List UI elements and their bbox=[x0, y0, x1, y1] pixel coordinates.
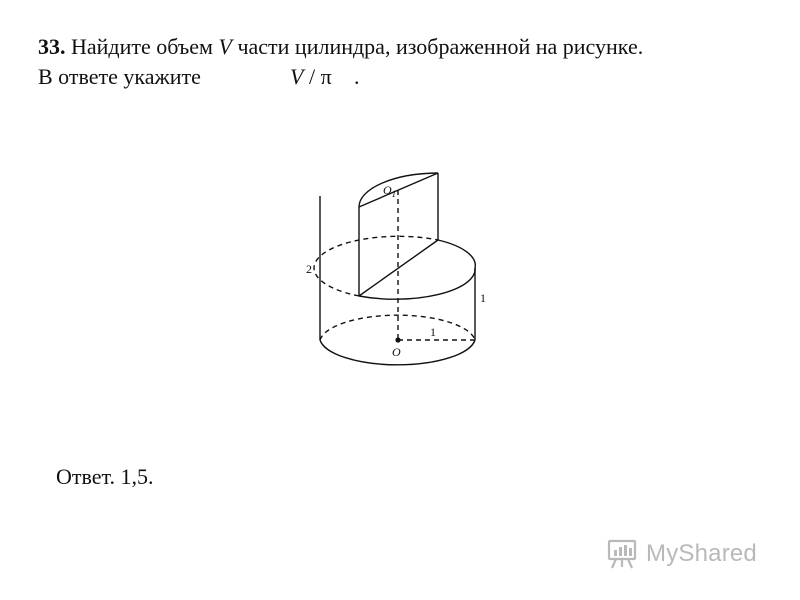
problem-line-2 bbox=[38, 62, 778, 92]
answer-instruction: В ответе укажите bbox=[38, 64, 201, 89]
label-o: O bbox=[392, 345, 401, 359]
answer-text: Ответ. 1,5. bbox=[56, 464, 154, 489]
presentation-board-icon bbox=[606, 537, 640, 571]
center-point-o bbox=[395, 337, 400, 342]
problem-text-start: Найдите объем bbox=[71, 34, 213, 59]
watermark bbox=[606, 536, 776, 572]
watermark-text: MyShared bbox=[646, 540, 757, 567]
problem-text-end: части цилиндра, изображенной на рисунке. bbox=[237, 34, 644, 59]
expression-rest: / π bbox=[303, 64, 332, 89]
problem-statement bbox=[38, 32, 778, 92]
answer-expression bbox=[290, 62, 332, 92]
label-height-2: 2 bbox=[306, 262, 312, 276]
expression-var: V bbox=[290, 64, 304, 89]
label-radius-1: 1 bbox=[430, 325, 436, 339]
sentence-period: . bbox=[354, 64, 360, 89]
problem-number: 33. bbox=[38, 34, 66, 59]
problem-line-1 bbox=[38, 32, 778, 62]
middle-back-arc bbox=[438, 240, 475, 268]
label-height-1: 1 bbox=[480, 291, 486, 305]
label-o1: $O_1$ bbox=[383, 183, 397, 199]
cylinder-figure bbox=[300, 158, 490, 378]
variable-v: V bbox=[218, 34, 232, 59]
middle-hidden-arc bbox=[314, 236, 438, 296]
